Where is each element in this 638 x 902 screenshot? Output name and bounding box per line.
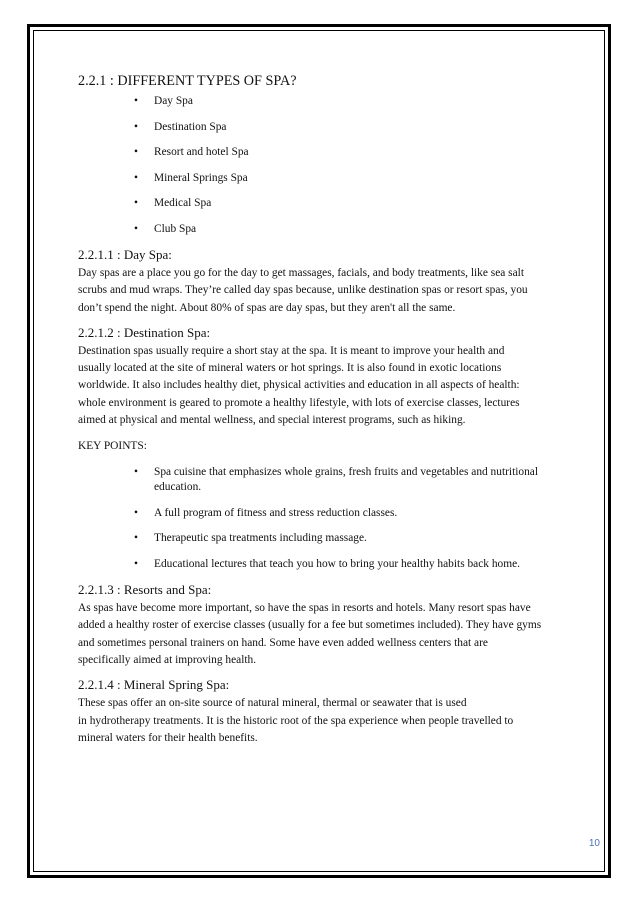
bullet-icon: • bbox=[134, 171, 138, 184]
section-title: 2.2.1 : DIFFERENT TYPES OF SPA? bbox=[78, 73, 297, 89]
resort-spa-heading: 2.2.1.3 : Resorts and Spa: bbox=[78, 582, 212, 598]
page-number: 10 bbox=[588, 838, 600, 849]
day-spa-paragraph: Day spas are a place you go for the day to get massages, facials, and body treatments, like sea salt scrubs and mud wraps. They’re called day spas because, unlike destination spas or resort spas, you don’t spend the night. About 80% of spas are day spas, but they aren't all the same. bbox=[78, 267, 528, 314]
bullet-icon: • bbox=[134, 146, 138, 158]
destination-spa-heading: 2.2.1.2 : Destination Spa: bbox=[78, 324, 211, 340]
bullet-icon: • bbox=[134, 222, 138, 235]
bullet-icon: • bbox=[134, 465, 138, 478]
bullet-icon: • bbox=[134, 557, 138, 570]
list-item: • Educational lectures that teach you how to bring your healthy habits back home. bbox=[78, 557, 568, 573]
resort-spa-paragraph: As spas have become more important, so have the spas in resorts and hotels. Many resort spas have added a healthy roster of exercise classes (usually for a fee but sometimes included). They have gyms and sometimes personal trainers on hand. Some have even added wellness centers that are specifically aimed at improving health. bbox=[78, 602, 542, 667]
list-item: • Destination Spa bbox=[78, 120, 568, 136]
list-item: • Spa cuisine that emphasizes whole grains, fresh fruits and vegetables and nutritional education. bbox=[134, 465, 539, 494]
list-item: • Mineral Springs Spa bbox=[78, 171, 568, 187]
list-item: • Day Spa bbox=[78, 94, 568, 110]
bullet-icon: • bbox=[134, 120, 138, 133]
bullet-icon: • bbox=[134, 506, 138, 519]
bullet-icon: • bbox=[134, 95, 138, 107]
key-points-list bbox=[78, 465, 568, 573]
spa-types-list bbox=[78, 94, 568, 237]
key-points-label: KEY POINTS: bbox=[78, 440, 147, 453]
list-item: • Medical Spa bbox=[78, 196, 568, 212]
bullet-icon: • bbox=[134, 532, 138, 545]
list-item: • A full program of fitness and stress reduction classes. bbox=[78, 506, 568, 522]
bullet-icon: • bbox=[134, 197, 138, 209]
list-item: • Resort and hotel Spa bbox=[78, 145, 568, 161]
list-item: • Club Spa bbox=[78, 222, 568, 238]
mineral-spa-heading: 2.2.1.4 : Mineral Spring Spa: bbox=[78, 677, 230, 693]
day-spa-heading: 2.2.1.1 : Day Spa: bbox=[78, 247, 172, 262]
destination-spa-paragraph: Destination spas usually require a short stay at the spa. It is meant to improve your health and usually located at the site of mineral waters or hot springs. It is also found in exotic locations worldwide. It also includes healthy diet, physical activities and education in all aspects of health: whole environment is geared to promote a healthy lifestyle, with lots of exercise classes, lectures aimed at physical and mental wellness, and special interest programs, such as hiking. bbox=[78, 344, 520, 427]
list-item: • Therapeutic spa treatments including massage. bbox=[78, 531, 568, 547]
mineral-spa-paragraph: These spas offer an on-site source of natural mineral, thermal or seawater that is used in hydrotherapy treatments. It is the historic root of the spa experience when people travelled to mineral waters for their health benefits. bbox=[78, 697, 514, 744]
document-body bbox=[78, 72, 568, 747]
